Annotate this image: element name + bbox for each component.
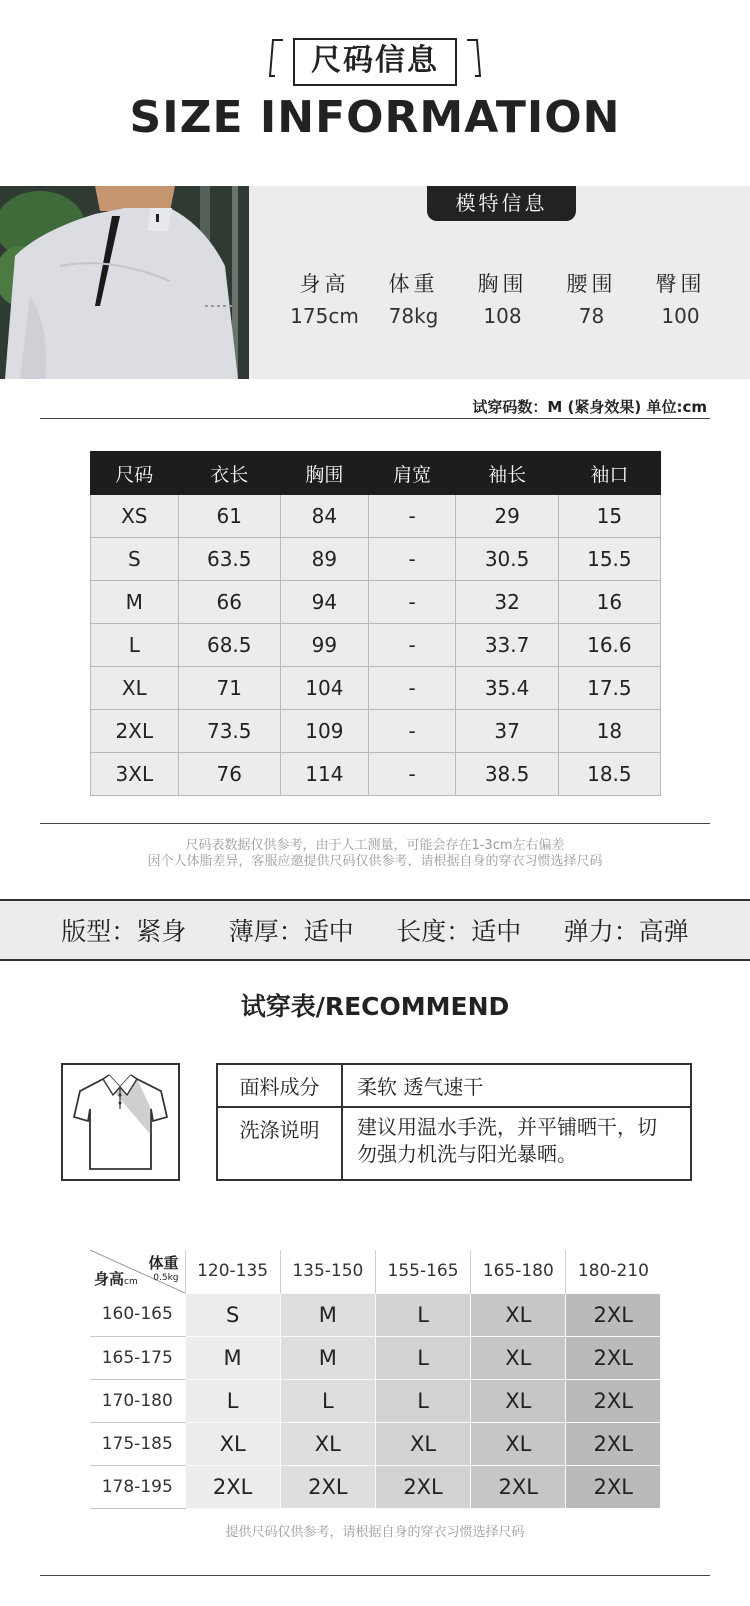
size-value-cell: 63.5	[178, 538, 280, 581]
fit-attributes-band	[0, 899, 750, 961]
size-label-cell: 2XL	[91, 710, 179, 753]
size-value-cell: 109	[280, 710, 368, 753]
size-value-cell: -	[368, 753, 456, 796]
recommended-size-cell: XL	[375, 1422, 470, 1465]
size-row	[91, 710, 661, 753]
size-value-cell: 16	[558, 581, 660, 624]
size-value-cell: 99	[280, 624, 368, 667]
title-cn-wrap	[0, 38, 750, 86]
size-value-cell: -	[368, 581, 456, 624]
corner-weight-label	[148, 1252, 178, 1283]
size-value-cell: 89	[280, 538, 368, 581]
care-row	[217, 1107, 691, 1180]
size-table	[90, 451, 661, 796]
recommended-size-cell: M	[185, 1336, 280, 1379]
recommended-size-cell: L	[375, 1336, 470, 1379]
size-row	[91, 538, 661, 581]
care-key: 洗涤说明	[217, 1107, 342, 1180]
size-value-cell: 104	[280, 667, 368, 710]
size-value-cell: 35.4	[456, 667, 558, 710]
recommend-row	[90, 1336, 661, 1379]
col-header: 肩宽	[368, 452, 456, 495]
recommend-title: 试穿表/RECOMMEND	[240, 992, 510, 1021]
grid-corner	[90, 1250, 185, 1293]
stat-label: 胸围	[477, 272, 528, 296]
size-value-cell: 73.5	[178, 710, 280, 753]
corner-height-label	[94, 1268, 138, 1289]
size-value-cell: 84	[280, 495, 368, 538]
size-value-cell: 61	[178, 495, 280, 538]
height-row-header: 170-180	[90, 1379, 185, 1422]
height-row-header: 175-185	[90, 1422, 185, 1465]
divider	[40, 1575, 710, 1576]
recommended-size-cell: XL	[471, 1379, 566, 1422]
page-title-cn: 尺码信息	[311, 43, 439, 78]
recommended-size-cell: XL	[471, 1422, 566, 1465]
size-value-cell: -	[368, 667, 456, 710]
size-value-cell: 68.5	[178, 624, 280, 667]
weight-col-header: 155-165	[375, 1250, 470, 1293]
recommend-grid	[90, 1250, 661, 1509]
size-value-cell: 15.5	[558, 538, 660, 581]
fit-elasticity: 弹力：高弹	[563, 917, 689, 946]
col-header: 胸围	[280, 452, 368, 495]
stat-label: 臀围	[655, 272, 706, 296]
page-title-en: SIZE INFORMATION	[129, 92, 621, 143]
divider	[40, 418, 710, 419]
recommended-size-cell: XL	[185, 1422, 280, 1465]
col-header: 袖长	[456, 452, 558, 495]
recommended-size-cell: 2XL	[566, 1336, 661, 1379]
model-info-tag: 模特信息	[427, 186, 576, 221]
fabric-row	[217, 1064, 691, 1107]
recommended-size-cell: XL	[471, 1293, 566, 1336]
size-row	[91, 495, 661, 538]
size-value-cell: -	[368, 538, 456, 581]
recommended-size-cell: S	[185, 1293, 280, 1336]
recommend-footnote: 提供尺码仅供参考，请根据自身的穿衣习惯选择尺码	[225, 1525, 525, 1540]
recommended-size-cell: M	[280, 1293, 375, 1336]
recommend-row	[90, 1379, 661, 1422]
size-label-cell: 3XL	[91, 753, 179, 796]
recommend-header	[90, 1250, 661, 1293]
height-unit: cm	[124, 1277, 138, 1287]
size-value-cell: 15	[558, 495, 660, 538]
recommended-size-cell: XL	[471, 1336, 566, 1379]
fit-type: 版型：紧身	[61, 917, 187, 946]
size-value-cell: 33.7	[456, 624, 558, 667]
recommend-row	[90, 1293, 661, 1336]
size-table-header	[91, 452, 661, 495]
stat-value: 78	[578, 304, 605, 328]
stat-label: 腰围	[566, 272, 617, 296]
recommend-row	[90, 1465, 661, 1508]
stat-value: 78kg	[388, 304, 439, 328]
size-value-cell: 29	[456, 495, 558, 538]
size-value-cell: 38.5	[456, 753, 558, 796]
recommended-size-cell: 2XL	[566, 1465, 661, 1508]
disclaimer-line-2: 因个人体脂差异，客服应邀提供尺码仅供参考，请根据自身的穿衣习惯选择尺码	[147, 854, 603, 869]
size-label-cell: XS	[91, 495, 179, 538]
size-row	[91, 581, 661, 624]
model-stat-weight	[369, 268, 458, 328]
recommended-size-cell: 2XL	[375, 1465, 470, 1508]
fit-thickness: 薄厚：适中	[228, 917, 354, 946]
stat-label: 体重	[388, 272, 439, 296]
weight-unit: 0.5kg	[153, 1273, 179, 1283]
size-value-cell: 76	[178, 753, 280, 796]
model-stat-height	[280, 268, 369, 328]
recommended-size-cell: L	[375, 1379, 470, 1422]
size-label-cell: L	[91, 624, 179, 667]
fit-length: 长度：适中	[396, 917, 522, 946]
size-row	[91, 753, 661, 796]
size-value-cell: 18	[558, 710, 660, 753]
recommended-size-cell: 2XL	[471, 1465, 566, 1508]
right-bracket-icon	[465, 38, 481, 78]
weight-col-header: 120-135	[185, 1250, 280, 1293]
size-value-cell: 18.5	[558, 753, 660, 796]
recommended-size-cell: 2XL	[280, 1465, 375, 1508]
size-value-cell: 17.5	[558, 667, 660, 710]
size-value-cell: 114	[280, 753, 368, 796]
divider	[40, 823, 710, 824]
height-row-header: 160-165	[90, 1293, 185, 1336]
recommended-size-cell: L	[185, 1379, 280, 1422]
recommended-size-cell: L	[280, 1379, 375, 1422]
stat-value: 100	[661, 304, 700, 328]
model-stats	[280, 268, 740, 328]
size-label-cell: M	[91, 581, 179, 624]
height-row-header: 178-195	[90, 1465, 185, 1508]
col-header: 袖口	[558, 452, 660, 495]
size-value-cell: -	[368, 710, 456, 753]
recommended-size-cell: M	[280, 1336, 375, 1379]
fabric-value: 柔软 透气速干	[342, 1064, 691, 1107]
recommended-size-cell: 2XL	[185, 1465, 280, 1508]
recommended-size-cell: 2XL	[566, 1293, 661, 1336]
recommended-size-cell: 2XL	[566, 1422, 661, 1465]
size-value-cell: -	[368, 624, 456, 667]
size-value-cell: 94	[280, 581, 368, 624]
size-value-cell: 30.5	[456, 538, 558, 581]
trial-size-note: 试穿码数：M (紧身效果) 单位:cm	[472, 398, 707, 416]
stat-value: 108	[483, 304, 522, 328]
care-value: 建议用温水手洗，并平铺晒干，切勿强力机洗与阳光暴晒。	[342, 1107, 691, 1180]
size-value-cell: 71	[178, 667, 280, 710]
shirt-icon	[63, 1065, 178, 1179]
title-cn-box	[293, 38, 457, 86]
stat-label: 身高	[299, 272, 350, 296]
model-photo	[0, 186, 249, 379]
stat-value: 175cm	[290, 304, 359, 328]
left-bracket-icon	[269, 38, 285, 78]
weight-col-header: 180-210	[566, 1250, 661, 1293]
col-header: 衣长	[178, 452, 280, 495]
size-label-cell: XL	[91, 667, 179, 710]
weight-col-header: 165-180	[471, 1250, 566, 1293]
disclaimer-line-1: 尺码表数据仅供参考，由于人工测量，可能会存在1-3cm左右偏差	[185, 838, 565, 853]
recommended-size-cell: XL	[280, 1422, 375, 1465]
size-label-cell: S	[91, 538, 179, 581]
size-row	[91, 667, 661, 710]
fabric-key: 面料成分	[217, 1064, 342, 1107]
weight-col-header: 135-150	[280, 1250, 375, 1293]
size-value-cell: 66	[178, 581, 280, 624]
height-row-header: 165-175	[90, 1336, 185, 1379]
col-header: 尺码	[91, 452, 179, 495]
recommend-row	[90, 1422, 661, 1465]
size-value-cell: -	[368, 495, 456, 538]
recommended-size-cell: L	[375, 1293, 470, 1336]
size-value-cell: 32	[456, 581, 558, 624]
model-stat-chest	[458, 268, 547, 328]
recommended-size-cell: 2XL	[566, 1379, 661, 1422]
size-value-cell: 37	[456, 710, 558, 753]
height-label: 身高	[94, 1270, 125, 1288]
shirt-illustration	[61, 1063, 180, 1181]
model-stat-waist	[547, 268, 636, 328]
model-stat-hip	[636, 268, 725, 328]
size-row	[91, 624, 661, 667]
size-value-cell: 16.6	[558, 624, 660, 667]
weight-label: 体重	[148, 1254, 179, 1272]
fabric-care-table	[216, 1063, 692, 1181]
